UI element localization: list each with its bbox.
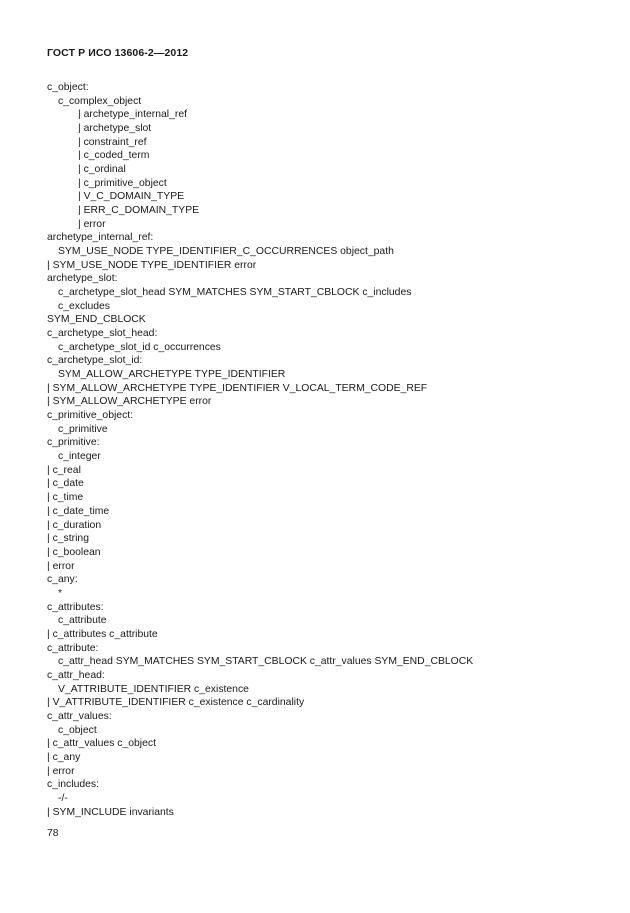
grammar-line: | SYM_USE_NODE TYPE_IDENTIFIER error <box>47 259 257 271</box>
grammar-line: c_object: <box>47 82 89 93</box>
grammar-line: c_attributes: <box>47 601 104 613</box>
grammar-line: | c_real <box>47 464 81 476</box>
page-number: 78 <box>47 828 59 839</box>
grammar-line: -/- <box>58 792 68 804</box>
grammar-line: | constraint_ref <box>78 136 147 148</box>
grammar-listing <box>47 81 607 819</box>
grammar-line: c_archetype_slot_id c_occurrences <box>58 341 221 353</box>
grammar-line: c_integer <box>58 451 101 463</box>
grammar-line: | V_ATTRIBUTE_IDENTIFIER c_existence c_cardinality <box>47 697 305 709</box>
grammar-line: | ERR_C_DOMAIN_TYPE <box>78 205 200 217</box>
grammar-line: | c_coded_term <box>78 150 150 162</box>
grammar-line: | error <box>47 765 75 777</box>
grammar-line: | c_attributes c_attribute <box>47 628 158 640</box>
grammar-line: | c_date_time <box>47 505 110 517</box>
grammar-line: c_attr_head SYM_MATCHES SYM_START_CBLOCK c_attr_values SYM_END_CBLOCK <box>58 656 474 668</box>
grammar-line: | c_boolean <box>47 546 101 558</box>
page-header: ГОСТ Р ИСО 13606-2—2012 <box>47 47 189 59</box>
grammar-line: archetype_slot: <box>47 273 118 285</box>
grammar-line: | c_attr_values c_object <box>47 738 156 750</box>
grammar-line: | error <box>47 560 75 572</box>
grammar-line: c_complex_object <box>58 95 142 107</box>
grammar-line: c_includes: <box>47 779 99 791</box>
grammar-line: | archetype_slot <box>78 123 152 135</box>
grammar-line: | c_duration <box>47 519 102 531</box>
grammar-line: | SYM_INCLUDE invariants <box>47 806 174 818</box>
grammar-line: | c_any <box>47 751 81 763</box>
grammar-line: SYM_USE_NODE TYPE_IDENTIFIER_C_OCCURRENCES object_path <box>58 246 394 258</box>
grammar-line: c_archetype_slot_head: <box>47 328 158 340</box>
grammar-line: | error <box>78 218 106 230</box>
grammar-line: c_attribute <box>58 615 107 627</box>
grammar-line: | V_C_DOMAIN_TYPE <box>78 191 185 203</box>
grammar-line: c_primitive: <box>47 437 100 449</box>
grammar-line: V_ATTRIBUTE_IDENTIFIER c_existence <box>58 683 249 695</box>
grammar-line: * <box>58 587 63 599</box>
grammar-line: c_object <box>58 724 97 736</box>
grammar-line: c_attr_head: <box>47 669 105 681</box>
grammar-line: c_primitive <box>58 423 108 435</box>
grammar-line: c_archetype_slot_head SYM_MATCHES SYM_START_CBLOCK c_includes <box>58 287 412 299</box>
grammar-line: | archetype_internal_ref <box>78 109 187 121</box>
grammar-line: c_archetype_slot_id: <box>47 355 143 367</box>
grammar-line: c_any: <box>47 574 78 586</box>
grammar-line: | SYM_ALLOW_ARCHETYPE error <box>47 396 212 408</box>
grammar-line: SYM_ALLOW_ARCHETYPE TYPE_IDENTIFIER <box>58 369 286 381</box>
grammar-line: | c_string <box>47 533 89 545</box>
grammar-line: archetype_internal_ref: <box>47 232 154 244</box>
grammar-line: | SYM_ALLOW_ARCHETYPE TYPE_IDENTIFIER V_LOCAL_TERM_CODE_REF <box>47 382 428 394</box>
grammar-line: c_attr_values: <box>47 710 112 722</box>
grammar-line: | c_ordinal <box>78 164 126 176</box>
grammar-line: c_excludes <box>58 300 110 312</box>
grammar-line: SYM_END_CBLOCK <box>47 314 146 326</box>
grammar-line: | c_time <box>47 492 84 504</box>
grammar-line: c_primitive_object: <box>47 410 134 422</box>
grammar-line: c_attribute: <box>47 642 99 654</box>
grammar-line: | c_date <box>47 478 84 490</box>
grammar-line: | c_primitive_object <box>78 177 167 189</box>
